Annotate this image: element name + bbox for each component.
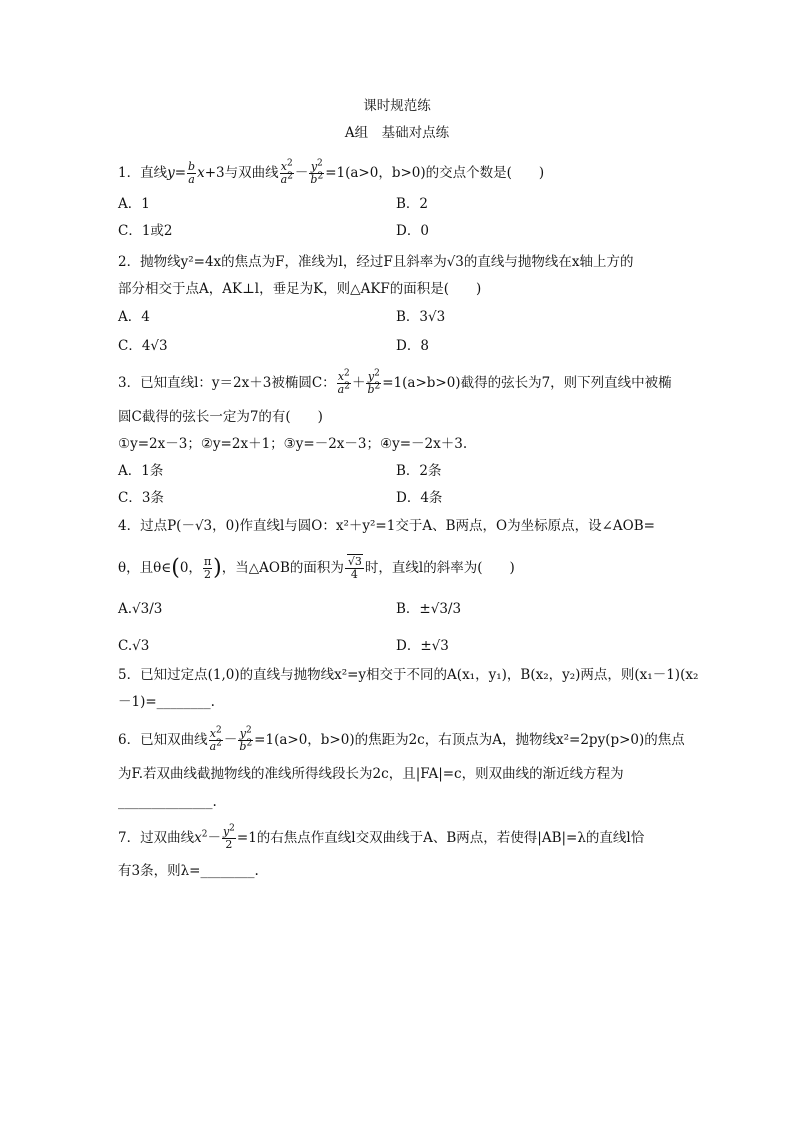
q4-line2-b: ，当△AOB的面积为 bbox=[221, 560, 344, 576]
q6-line2: 为F.若双曲线截抛物线的准线所得线段长为2c，且|FA|=c，则双曲线的渐近线方程为 bbox=[118, 766, 624, 782]
q5-line1: 5．已知过定点(1,0)的直线与抛物线x²=y相交于不同的A(x₁，y₁)，B(x₂，y₂)两点，则(x₁－1)(x₂ bbox=[118, 667, 699, 683]
q1-stem: 1．直线y= $\frac{b}{a}$ x+3与双曲线 $\frac{x^2}{a^2}$ － $\frac{y^2}{b^2}$ =1(a>0，b>0)的交点个数是( ) bbox=[118, 158, 545, 186]
q3-line3: ①y=2x－3；②y=2x＋1；③y=－2x－3；④y=－2x＋3. bbox=[118, 436, 468, 452]
q4-line1: 4．过点P(－√3，0)作直线l与圆O：x²＋y²=1交于A、B两点，O为坐标原点，设∠AOB= bbox=[118, 518, 655, 534]
q5-line2: －1)=________. bbox=[118, 694, 215, 710]
q4-line2: θ，且θ∈(0， $\frac{\pi}{2}$ )，当△AOB的面积为 $\frac{√3}{4}$ 时，直线l的斜率为( ) bbox=[118, 555, 515, 581]
q4-line2-a: θ，且θ∈ bbox=[118, 560, 172, 576]
q3-stem-a: 3．已知直线l：y＝2x＋3被椭圆C： bbox=[118, 375, 336, 391]
page-title: 课时规范练 bbox=[363, 98, 431, 114]
q1-option-c: C．1或2 bbox=[118, 223, 173, 239]
q1-option-a: A．1 bbox=[118, 196, 150, 212]
q7-stem-b: =1的右焦点作直线l交双曲线于A、B两点，若使得|AB|=λ的直线l恰 bbox=[236, 830, 645, 846]
q3-stem-b: =1(a>b>0)截得的弦长为7，则下列直线中被椭 bbox=[382, 375, 672, 391]
q3-option-a: A．1条 bbox=[118, 463, 164, 479]
q3-option-d: D．4条 bbox=[396, 490, 443, 506]
q1-stem-c: =1(a>0，b>0)的交点个数是( ) bbox=[325, 165, 545, 181]
q4-line2-c: 时，直线l的斜率为( ) bbox=[364, 560, 515, 576]
q4-option-d: D．±√3 bbox=[396, 638, 449, 654]
q6-stem-a: 6．已知双曲线 bbox=[118, 732, 208, 748]
q2-option-c: C．4√3 bbox=[118, 338, 168, 354]
q4-option-c: C.√3 bbox=[118, 638, 150, 654]
q7-line2: 有3条，则λ=________. bbox=[118, 863, 259, 879]
q6-line3: ______________. bbox=[118, 794, 217, 810]
q2-option-a: A．4 bbox=[118, 309, 150, 325]
q1-stem-a: 1．直线 bbox=[118, 165, 168, 181]
q1-option-b: B．2 bbox=[396, 196, 429, 212]
q3-option-b: B．2条 bbox=[396, 463, 442, 479]
q3-line2: 圆C截得的弦长一定为7的有( ) bbox=[118, 409, 323, 425]
q2-option-b: B．3√3 bbox=[396, 309, 446, 325]
section-title: A组 基础对点练 bbox=[344, 125, 450, 141]
q2-line1: 2．抛物线y²=4x的焦点为F，准线为l，经过F且斜率为√3的直线与抛物线在x轴上方的 bbox=[118, 254, 634, 270]
q3-stem: 3．已知直线l：y＝2x＋3被椭圆C： $\frac{x^2}{a^2}$ ＋ $\frac{y^2}{b^2}$ =1(a>b>0)截得的弦长为7，则下列直线中被椭 bbox=[118, 368, 672, 396]
q2-option-d: D．8 bbox=[396, 338, 429, 354]
q1-stem-b: 与双曲线 bbox=[224, 165, 279, 181]
q7-stem-a: 7．过双曲线 bbox=[118, 830, 195, 846]
q1-option-d: D．0 bbox=[396, 223, 429, 239]
q6-stem-b: =1(a>0，b>0)的焦距为2c，右顶点为A，抛物线x²=2py(p>0)的焦点 bbox=[254, 732, 685, 748]
q4-option-b: B．±√3/3 bbox=[396, 601, 462, 617]
q2-line2: 部分相交于点A，AK⊥l，垂足为K，则△AKF的面积是( ) bbox=[118, 281, 482, 297]
q4-option-a: A.√3/3 bbox=[118, 601, 163, 617]
q6-stem: 6．已知双曲线 $\frac{x^2}{a^2}$ － $\frac{y^2}{b^2}$ =1(a>0，b>0)的焦距为2c，右顶点为A，抛物线x²=2py(p>0)的焦点 bbox=[118, 725, 685, 753]
q7-stem: 7．过双曲线$x^2-$ $\frac{y^2}{2}$ =1的右焦点作直线l交双曲线于A、B两点，若使得|AB|=λ的直线l恰 bbox=[118, 823, 645, 851]
q3-option-c: C．3条 bbox=[118, 490, 164, 506]
